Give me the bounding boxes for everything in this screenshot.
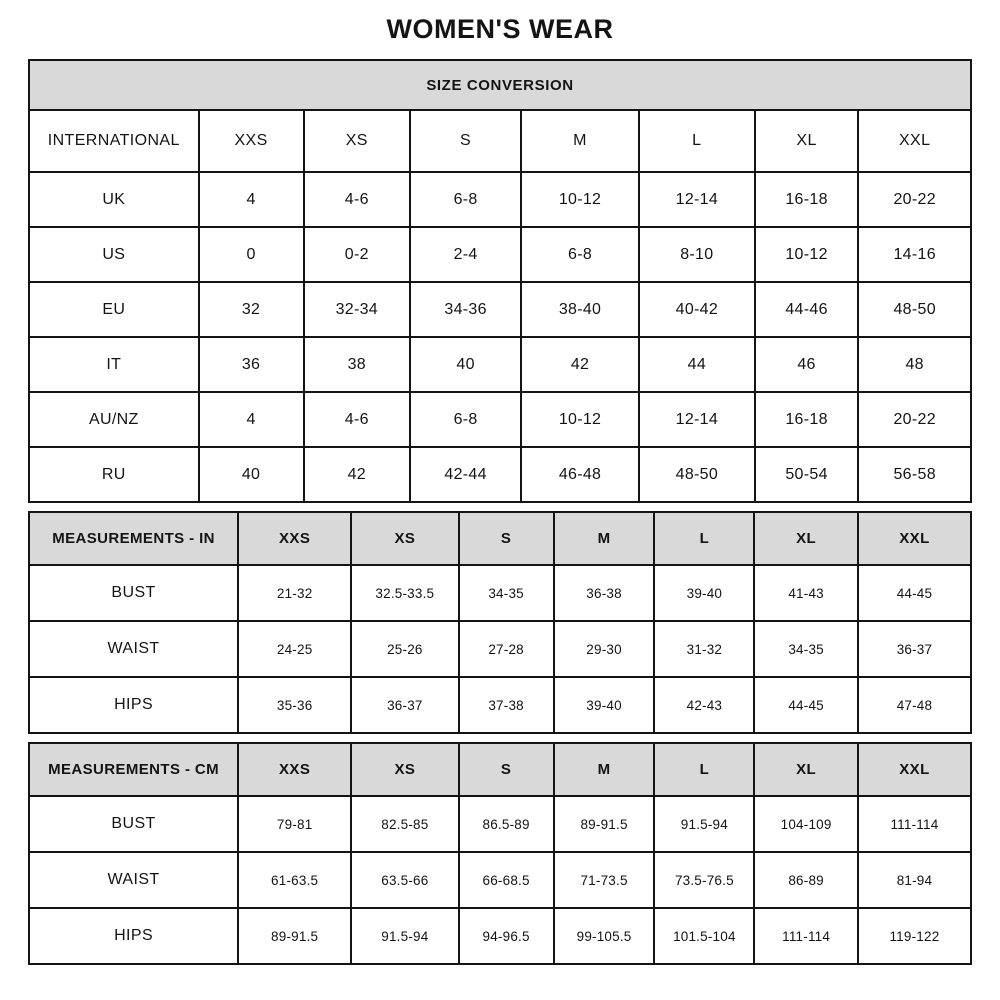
- column-header: MEASUREMENTS - IN: [29, 512, 238, 565]
- value-cell: 86-89: [754, 852, 858, 908]
- value-cell: 89-91.5: [238, 908, 351, 964]
- value-cell: 46-48: [521, 447, 639, 502]
- column-header: M: [554, 743, 655, 796]
- value-cell: 79-81: [238, 796, 351, 852]
- value-cell: 101.5-104: [654, 908, 754, 964]
- row-label: US: [29, 227, 199, 282]
- measurements-cm-table: [28, 742, 972, 965]
- value-cell: 71-73.5: [554, 852, 655, 908]
- tables-container: [0, 59, 1000, 965]
- value-cell: 32-34: [304, 282, 410, 337]
- value-cell: 48-50: [858, 282, 971, 337]
- value-cell: 38: [304, 337, 410, 392]
- value-cell: 6-8: [410, 392, 521, 447]
- column-header: XXS: [238, 743, 351, 796]
- value-cell: 38-40: [521, 282, 639, 337]
- value-cell: 16-18: [755, 172, 859, 227]
- value-cell: 20-22: [858, 172, 971, 227]
- value-cell: 104-109: [754, 796, 858, 852]
- table-row: [29, 447, 971, 502]
- value-cell: 21-32: [238, 565, 351, 621]
- value-cell: 20-22: [858, 392, 971, 447]
- value-cell: 24-25: [238, 621, 351, 677]
- value-cell: 44-45: [754, 677, 858, 733]
- value-cell: 82.5-85: [351, 796, 458, 852]
- value-cell: 34-36: [410, 282, 521, 337]
- value-cell: 63.5-66: [351, 852, 458, 908]
- value-cell: 111-114: [754, 908, 858, 964]
- column-header: XXL: [858, 512, 971, 565]
- column-header: XXL: [858, 110, 971, 172]
- value-cell: 25-26: [351, 621, 458, 677]
- column-header: S: [410, 110, 521, 172]
- table-header-row: [29, 743, 971, 796]
- value-cell: 50-54: [755, 447, 859, 502]
- value-cell: 37-38: [459, 677, 554, 733]
- value-cell: 16-18: [755, 392, 859, 447]
- row-label: IT: [29, 337, 199, 392]
- value-cell: 36: [199, 337, 304, 392]
- value-cell: 8-10: [639, 227, 755, 282]
- table-row: [29, 677, 971, 733]
- value-cell: 99-105.5: [554, 908, 655, 964]
- row-label: UK: [29, 172, 199, 227]
- column-header: S: [459, 512, 554, 565]
- value-cell: 42-44: [410, 447, 521, 502]
- table-row: [29, 392, 971, 447]
- table-banner: SIZE CONVERSION: [29, 60, 971, 110]
- value-cell: 4: [199, 172, 304, 227]
- column-header: XL: [754, 512, 858, 565]
- value-cell: 81-94: [858, 852, 971, 908]
- table-header-row: [29, 110, 971, 172]
- value-cell: 35-36: [238, 677, 351, 733]
- value-cell: 4: [199, 392, 304, 447]
- column-header: L: [639, 110, 755, 172]
- column-header: XS: [351, 512, 458, 565]
- value-cell: 40: [410, 337, 521, 392]
- value-cell: 36-37: [351, 677, 458, 733]
- table-row: [29, 852, 971, 908]
- column-header: XL: [755, 110, 859, 172]
- row-label: RU: [29, 447, 199, 502]
- table-header-row: [29, 512, 971, 565]
- column-header: INTERNATIONAL: [29, 110, 199, 172]
- value-cell: 47-48: [858, 677, 971, 733]
- row-label: HIPS: [29, 908, 238, 964]
- value-cell: 44: [639, 337, 755, 392]
- column-header: XXS: [199, 110, 304, 172]
- value-cell: 42-43: [654, 677, 754, 733]
- value-cell: 2-4: [410, 227, 521, 282]
- column-header: L: [654, 512, 754, 565]
- value-cell: 39-40: [554, 677, 655, 733]
- value-cell: 6-8: [521, 227, 639, 282]
- value-cell: 42: [521, 337, 639, 392]
- value-cell: 0-2: [304, 227, 410, 282]
- column-header: XL: [754, 743, 858, 796]
- column-header: XS: [351, 743, 458, 796]
- value-cell: 4-6: [304, 392, 410, 447]
- value-cell: 66-68.5: [459, 852, 554, 908]
- size-conversion-table: [28, 59, 972, 503]
- value-cell: 12-14: [639, 172, 755, 227]
- value-cell: 73.5-76.5: [654, 852, 754, 908]
- value-cell: 91.5-94: [654, 796, 754, 852]
- column-header: XS: [304, 110, 410, 172]
- measurements-in-table: [28, 511, 972, 734]
- value-cell: 32: [199, 282, 304, 337]
- value-cell: 86.5-89: [459, 796, 554, 852]
- column-header: M: [554, 512, 655, 565]
- value-cell: 61-63.5: [238, 852, 351, 908]
- row-label: BUST: [29, 796, 238, 852]
- table-row: [29, 282, 971, 337]
- value-cell: 56-58: [858, 447, 971, 502]
- row-label: HIPS: [29, 677, 238, 733]
- column-header: L: [654, 743, 754, 796]
- table-row: [29, 908, 971, 964]
- page-title: WOMEN'S WEAR: [386, 14, 614, 44]
- row-label: WAIST: [29, 621, 238, 677]
- value-cell: 32.5-33.5: [351, 565, 458, 621]
- row-label: WAIST: [29, 852, 238, 908]
- value-cell: 0: [199, 227, 304, 282]
- value-cell: 48: [858, 337, 971, 392]
- value-cell: 34-35: [754, 621, 858, 677]
- table-row: [29, 337, 971, 392]
- value-cell: 40-42: [639, 282, 755, 337]
- value-cell: 10-12: [521, 392, 639, 447]
- value-cell: 10-12: [755, 227, 859, 282]
- row-label: EU: [29, 282, 199, 337]
- table-banner-row: [29, 60, 971, 110]
- column-header: XXL: [858, 743, 971, 796]
- value-cell: 4-6: [304, 172, 410, 227]
- value-cell: 91.5-94: [351, 908, 458, 964]
- column-header: XXS: [238, 512, 351, 565]
- value-cell: 44-46: [755, 282, 859, 337]
- value-cell: 10-12: [521, 172, 639, 227]
- value-cell: 44-45: [858, 565, 971, 621]
- value-cell: 36-38: [554, 565, 655, 621]
- value-cell: 31-32: [654, 621, 754, 677]
- column-header: S: [459, 743, 554, 796]
- value-cell: 46: [755, 337, 859, 392]
- table-row: [29, 172, 971, 227]
- value-cell: 48-50: [639, 447, 755, 502]
- value-cell: 29-30: [554, 621, 655, 677]
- value-cell: 89-91.5: [554, 796, 655, 852]
- value-cell: 14-16: [858, 227, 971, 282]
- table-row: [29, 227, 971, 282]
- table-row: [29, 565, 971, 621]
- column-header: MEASUREMENTS - CM: [29, 743, 238, 796]
- value-cell: 119-122: [858, 908, 971, 964]
- value-cell: 40: [199, 447, 304, 502]
- table-row: [29, 796, 971, 852]
- table-row: [29, 621, 971, 677]
- value-cell: 39-40: [654, 565, 754, 621]
- value-cell: 6-8: [410, 172, 521, 227]
- value-cell: 94-96.5: [459, 908, 554, 964]
- value-cell: 36-37: [858, 621, 971, 677]
- value-cell: 41-43: [754, 565, 858, 621]
- value-cell: 42: [304, 447, 410, 502]
- row-label: BUST: [29, 565, 238, 621]
- value-cell: 111-114: [858, 796, 971, 852]
- value-cell: 12-14: [639, 392, 755, 447]
- column-header: M: [521, 110, 639, 172]
- value-cell: 27-28: [459, 621, 554, 677]
- value-cell: 34-35: [459, 565, 554, 621]
- row-label: AU/NZ: [29, 392, 199, 447]
